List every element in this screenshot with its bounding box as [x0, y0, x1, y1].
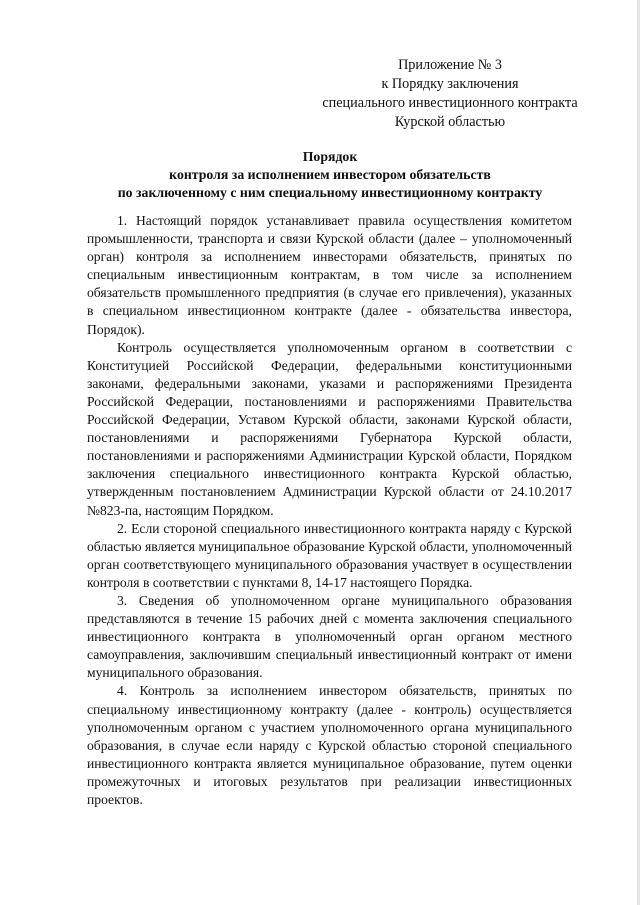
appendix-line-3: специального инвестиционного контракта [322, 95, 578, 111]
appendix-header [300, 56, 600, 132]
document-title [70, 148, 590, 202]
paragraph-4: 4. Контроль за исполнением инвестором обязательств, принятых по специальному инвестиционному контракту (далее - контроль) осуществляется уполномоченным органом с участием уполномоченного органа муниципального образования, в случае если наряду с Курской областью стороной специального инвестиционного контракта является муниципальное образование, путем оценки промежуточных и итоговых результатов при реализации инвестиционных проектов. [87, 683, 572, 807]
appendix-number: Приложение № 3 [398, 57, 502, 73]
title-line-2: контроля за исполнением инвестором обязательств [169, 167, 491, 182]
title-line-3: по заключенному с ним специальному инвестиционному контракту [117, 185, 543, 200]
document-body [87, 212, 572, 809]
title-line-1: Порядок [302, 149, 358, 164]
paragraph-control-basis: Контроль осуществляется уполномоченным органом в соответствии с Конституцией Российской Федерации, федеральными конституционными законами, федеральными законами, указами и распоряжениями Президента Российской Федерации, постановлениями и распоряжениями Правительства Российской Федерации, Уставом Курской области, законами Курской области, постановлениями и распоряжениями Губернатора Курской области, постановлениями и распоряжениями Администрации Курской области, Порядком заключения специального инвестиционного контракта Курской областью, утвержденным постановлением Администрации Курской области от 24.10.2017 №823-па, настоящим Порядком. [87, 339, 572, 518]
paragraph-3: 3. Сведения об уполномоченном органе муниципального образования представляются в течение 15 рабочих дней с момента заключения специального инвестиционного контракта в уполномоченный орган органом местного самоуправления, заключившим специальный инвестиционный контракт от имени муниципального образования. [87, 592, 572, 681]
appendix-line-2: к Порядку заключения [381, 76, 519, 92]
appendix-line-4: Курской областью [394, 114, 506, 130]
paragraph-1: 1. Настоящий порядок устанавливает правила осуществления комитетом промышленности, транспорта и связи Курской области (далее – уполномоченный орган) контроля за исполнением инвесторами обязательств, принятых по специальным инвестиционным контрактам, в том числе за исполнением обязательств промышленного предприятия (в случае его привлечения), указанных в специальном инвестиционном контракте (далее - обязательства инвестора, Порядок). [87, 213, 572, 337]
paragraph-2: 2. Если стороной специального инвестиционного контракта наряду с Курской областью является муниципальное образование Курской области, уполномоченный орган соответствующего муниципального образования участвует в осуществлении контроля в соответствии с пунктами 8, 14-17 настоящего Порядка. [87, 520, 572, 590]
